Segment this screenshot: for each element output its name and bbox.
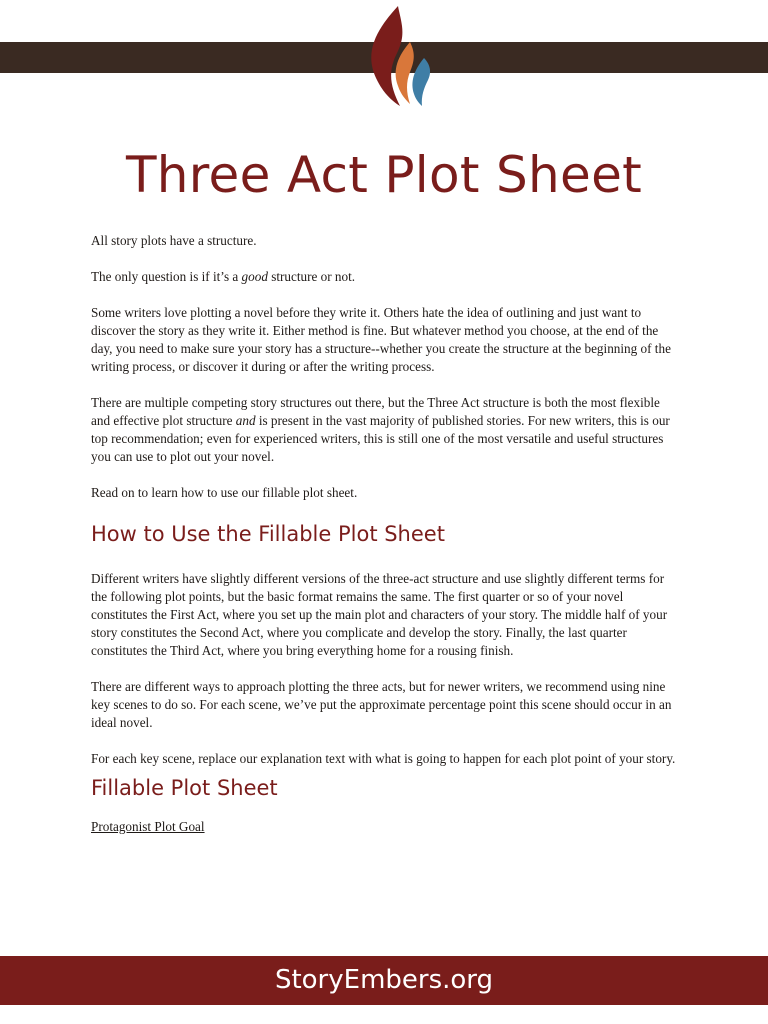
- how-to-paragraph: There are different ways to approach plotting the three acts, but for newer writers, we recommend using nine key scenes to do so. For each scene, we’ve put the approximate percentage point this scene should occur in an ideal novel.: [91, 679, 672, 730]
- how-to-paragraph: Different writers have slightly different versions of the three-act structure and use slightly different terms for the following plot points, but the basic format remains the same. The first quarter or so of your novel constitutes the First Act, where you set up the main plot and characters of your story. The middle half of your story constitutes the Second Act, where you complicate and develop the story. Finally, the last quarter constitutes the Third Act, where you bring everything home for a rousing finish.: [91, 571, 668, 658]
- intro-paragraph: Some writers love plotting a novel before they write it. Others hate the idea of outlining and just want to discover the story as they write it. Either method is fine. But whatever method you choose, at the end of the day, you need to make sure your story has a structure--whether you create the structure at the beginning of the writing process, or discover it during or after the writing process.: [91, 305, 671, 374]
- intro-paragraph: Read on to learn how to use our fillable plot sheet.: [91, 485, 358, 500]
- intro-paragraph: The only question is if it’s a good structure or not.: [91, 269, 356, 284]
- footer-brand: StoryEmbers.org: [274, 965, 494, 995]
- field-label-protagonist-plot-goal: Protagonist Plot Goal: [91, 819, 205, 834]
- document-body: [91, 232, 681, 854]
- emphasis-good: good: [241, 269, 268, 284]
- intro-paragraph: All story plots have a structure.: [91, 233, 257, 248]
- page-title: Three Act Plot Sheet: [125, 146, 643, 204]
- how-to-paragraph: For each key scene, replace our explanation text with what is going to happen for each plot point of your story.: [91, 751, 676, 766]
- flame-icon: [366, 4, 436, 108]
- intro-paragraph: There are multiple competing story structures out there, but the Three Act structure is both the most flexible and effective plot structure and is present in the vast majority of published stories. For new writers, this is our top recommendation; even for experienced writers, this is still one of the most versatile and useful structures you can use to plot out your novel.: [91, 395, 670, 464]
- section-heading-how-to: How to Use the Fillable Plot Sheet: [91, 522, 445, 546]
- emphasis-and: and: [235, 413, 256, 428]
- section-heading-fillable: Fillable Plot Sheet: [91, 776, 278, 800]
